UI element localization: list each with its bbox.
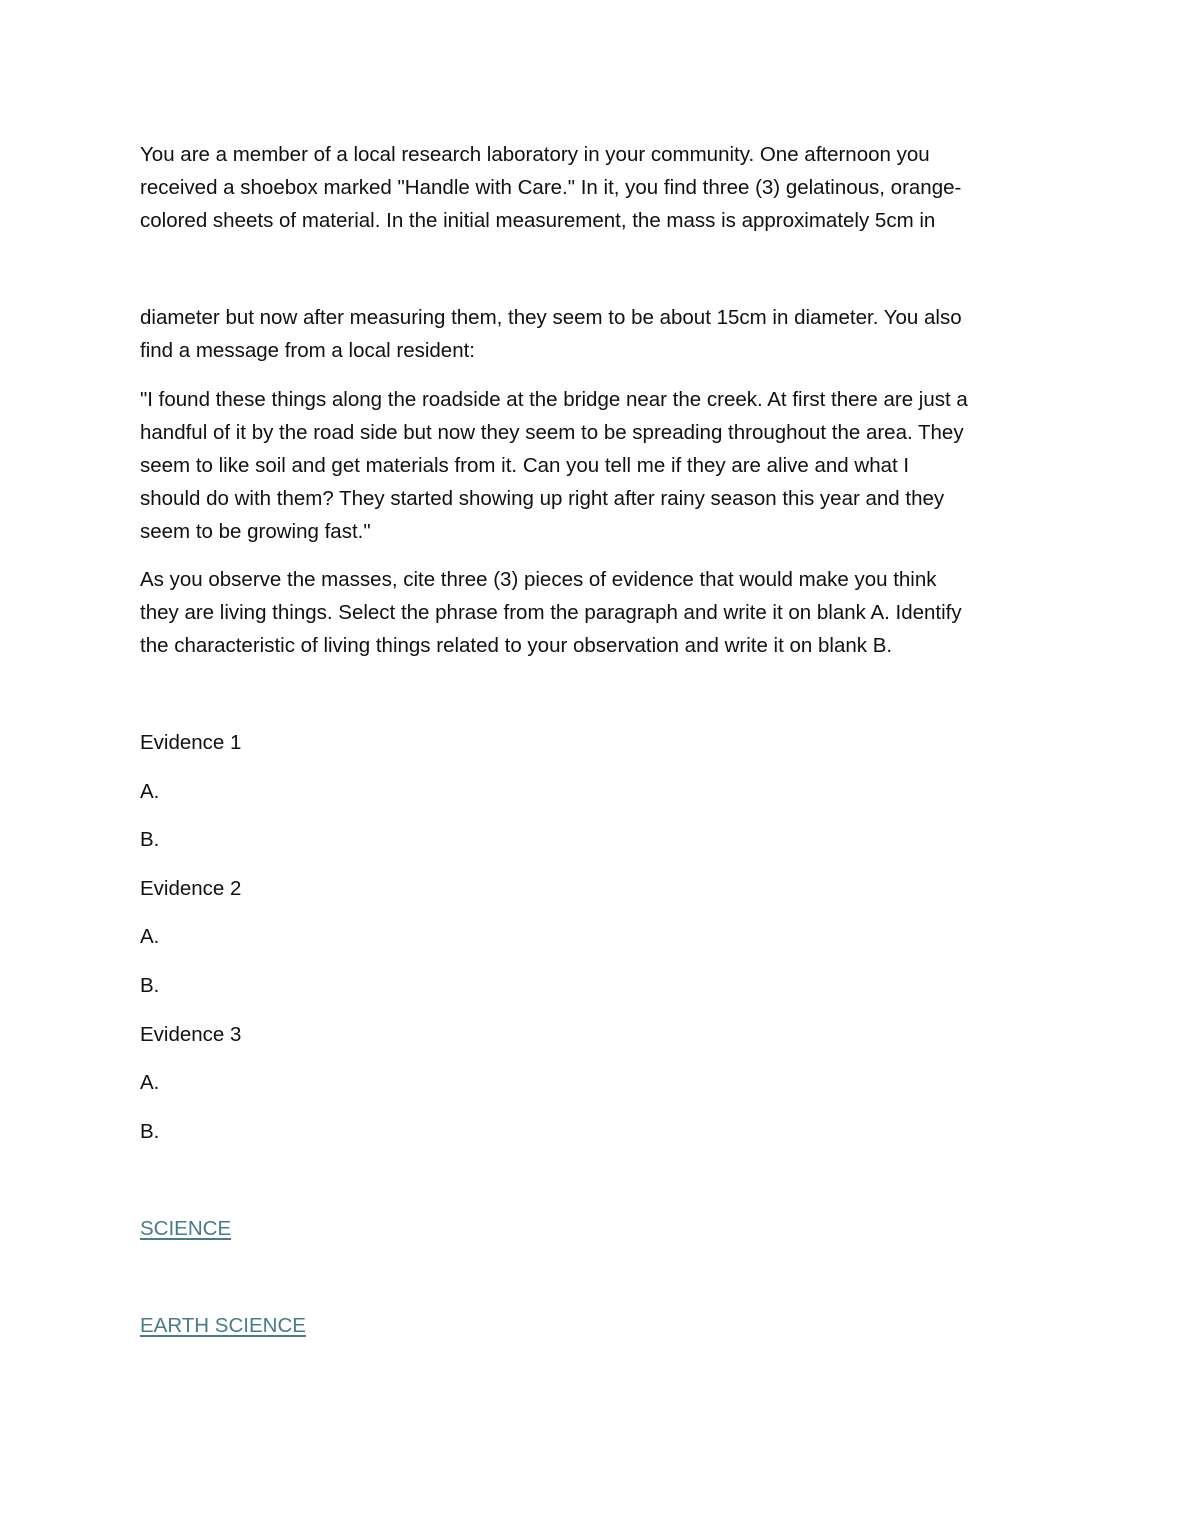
- instructions-paragraph: [140, 563, 1050, 662]
- intro-line: received a shoebox marked "Handle with Care." In it, you find three (3) gelatinous, orange-: [140, 176, 962, 199]
- intro-line: colored sheets of material. In the initial measurement, the mass is approximately 5cm in: [140, 209, 936, 232]
- evidence-1-blank-a-label: A.: [140, 780, 160, 803]
- evidence-3-blank-b-label: B.: [140, 1120, 160, 1143]
- quote-line: should do with them? They started showing up right after rainy season this year and they: [140, 487, 945, 510]
- evidence-3-blank-a-label: A.: [140, 1071, 160, 1094]
- continuation-paragraph: [140, 301, 1050, 367]
- quote-line: "I found these things along the roadside at the bridge near the creek. At first there are just a: [140, 388, 968, 411]
- evidence-2-title: Evidence 2: [140, 877, 242, 900]
- evidence-2-blank-a-label: A.: [140, 925, 160, 948]
- intro-line: You are a member of a local research laboratory in your community. One afternoon you: [140, 143, 930, 166]
- evidence-1-title: Evidence 1: [140, 731, 242, 754]
- instructions-line: As you observe the masses, cite three (3) pieces of evidence that would make you think: [140, 568, 937, 591]
- evidence-1-blank-b-label: B.: [140, 828, 160, 851]
- intro-paragraph: [140, 138, 1050, 237]
- continuation-line: find a message from a local resident:: [140, 339, 475, 362]
- quote-line: seem to like soil and get materials from it. Can you tell me if they are alive and what I: [140, 454, 910, 477]
- instructions-line: they are living things. Select the phrase from the paragraph and write it on blank A. Identify: [140, 601, 962, 624]
- instructions-line: the characteristic of living things related to your observation and write it on blank B.: [140, 634, 893, 657]
- science-tag-link[interactable]: SCIENCE: [140, 1217, 232, 1240]
- earth-science-tag-link[interactable]: EARTH SCIENCE: [140, 1314, 306, 1337]
- quote-line: handful of it by the road side but now they seem to be spreading throughout the area. They: [140, 421, 964, 444]
- continuation-line: diameter but now after measuring them, they seem to be about 15cm in diameter. You also: [140, 306, 962, 329]
- quote-line: seem to be growing fast.": [140, 520, 371, 543]
- resident-quote-paragraph: [140, 383, 1050, 548]
- evidence-2-blank-b-label: B.: [140, 974, 160, 997]
- evidence-3-title: Evidence 3: [140, 1023, 242, 1046]
